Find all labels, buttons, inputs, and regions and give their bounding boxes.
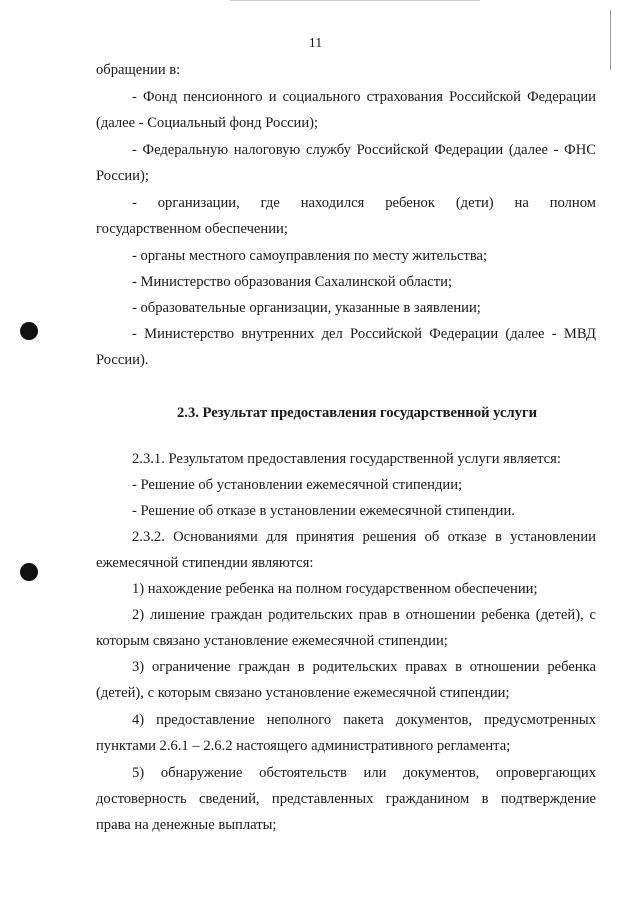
list-item: 2) лишение граждан родительских прав в отношении ребенка (детей), с (132, 607, 596, 623)
scan-edge-top (230, 0, 480, 1)
list-item: 1) нахождение ребенка на полном государственном обеспечении; (132, 581, 538, 597)
list-item: - Министерство внутренних дел Российской Федерации (далее - МВД (132, 326, 596, 342)
list-item: - Решение об отказе в установлении ежемесячной стипендии. (132, 503, 515, 519)
text-line: (далее - Социальный фонд России); (96, 115, 319, 131)
list-item: 5) обнаружение обстоятельств или документов, опровергающих (132, 765, 596, 781)
text-line: права на денежные выплаты; (96, 817, 277, 833)
list-item: - образовательные организации, указанные в заявлении; (132, 300, 481, 316)
binder-hole-punch (20, 322, 38, 340)
text-line: пунктами 2.6.1 – 2.6.2 настоящего административного регламента; (96, 738, 511, 754)
text-line: России); (96, 168, 149, 184)
list-item: - Министерство образования Сахалинской области; (132, 274, 453, 290)
text-line: ежемесячной стипендии являются: (96, 555, 314, 571)
text-line: 2.3.2. Основаниями для принятия решения об отказе в установлении (132, 529, 596, 545)
list-item: 3) ограничение граждан в родительских правах в отношении ребенка (132, 659, 596, 675)
list-item: - Фонд пенсионного и социального страхования Российской Федерации (132, 89, 596, 105)
text-line: обращении в: (96, 62, 181, 78)
text-line: (детей), с которым связано установление ежемесячной стипендии; (96, 685, 510, 701)
text-line: которым связано установление ежемесячной стипендии; (96, 633, 448, 649)
page-number: 11 (308, 36, 323, 51)
text-line: 2.3.1. Результатом предоставления государственной услуги является: (132, 451, 561, 467)
text-line: России). (96, 352, 149, 368)
section-heading: 2.3. Результат предоставления государственной услуги (177, 405, 538, 421)
binder-hole-punch (20, 563, 38, 581)
list-item: 4) предоставление неполного пакета документов, предусмотренных (132, 712, 596, 728)
list-item: - Решение об установлении ежемесячной стипендии; (132, 477, 463, 493)
text-line: достоверность сведений, представленных гражданином в подтверждение (96, 791, 596, 807)
text-line: государственном обеспечении; (96, 221, 288, 237)
list-item: - организации, где находился ребенок (дети) на полном (132, 195, 596, 211)
list-item: - органы местного самоуправления по месту жительства; (132, 248, 488, 264)
list-item: - Федеральную налоговую службу Российской Федерации (далее - ФНС (132, 142, 596, 158)
